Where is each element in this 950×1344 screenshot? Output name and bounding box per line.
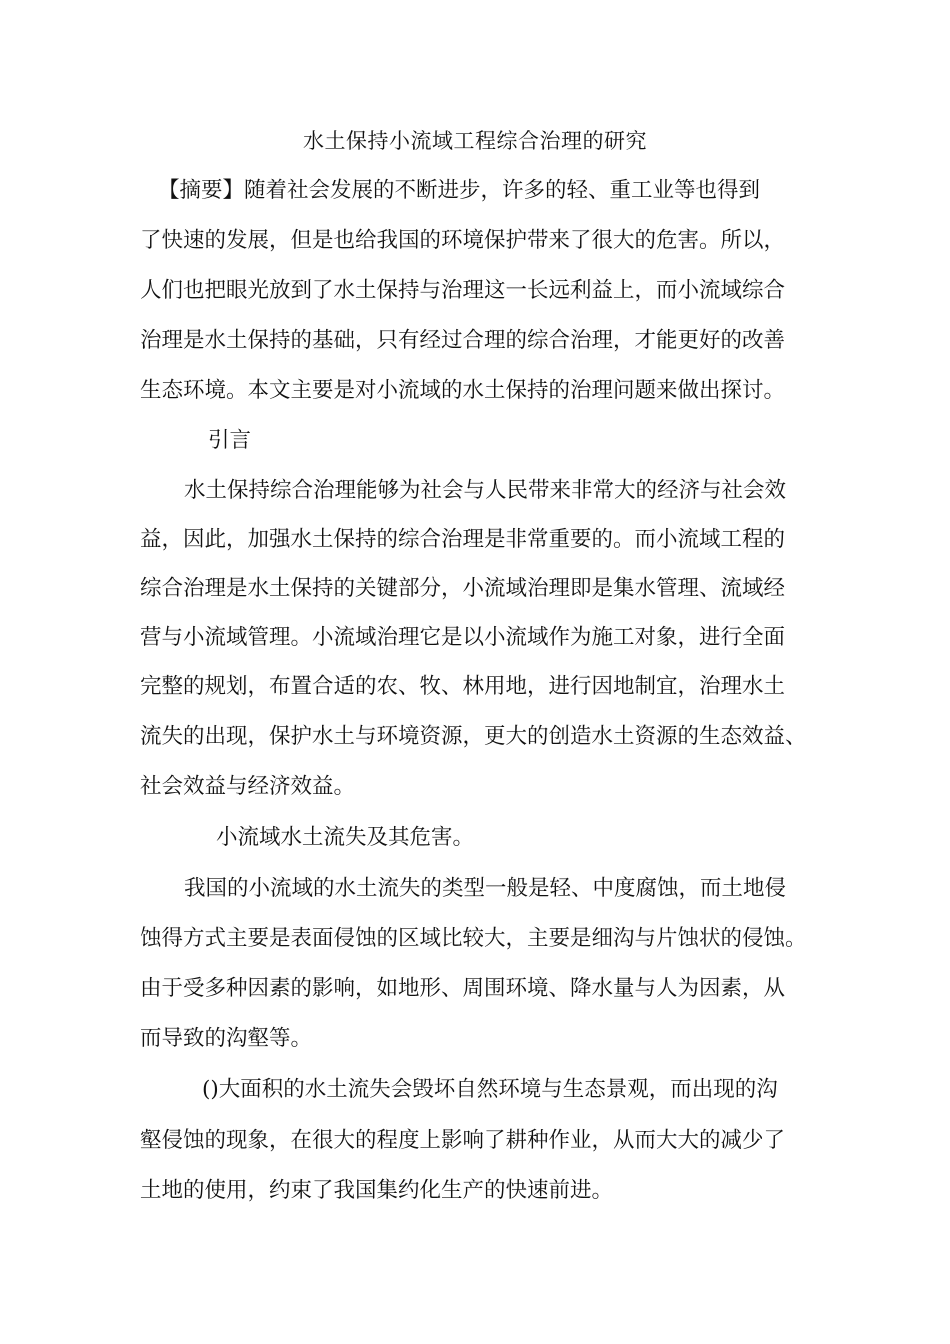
intro-line: 营与小流域管理。小流域治理它是以小流域作为施工对象，进行全面 bbox=[140, 625, 786, 650]
section-heading: 小流域水土流失及其危害。 bbox=[216, 825, 475, 850]
abstract-line: 人们也把眼光放到了水土保持与治理这一长远利益上，而小流域综合 bbox=[140, 278, 786, 303]
abstract-line: 了快速的发展，但是也给我国的环境保护带来了很大的危害。所以， bbox=[140, 228, 786, 253]
intro-heading: 引言 bbox=[208, 428, 252, 453]
item-line: ()大面积的水土流失会毁坏自然环境与生态景观，而出现的沟 bbox=[202, 1077, 778, 1102]
section-line: 我国的小流域的水土流失的类型一般是轻、中度腐蚀，而土地侵 bbox=[184, 876, 787, 901]
intro-line: 综合治理是水土保持的关键部分，小流域治理即是集水管理、流域经 bbox=[140, 576, 786, 601]
intro-line: 完整的规划，布置合适的农、牧、林用地，进行因地制宜，治理水土 bbox=[140, 674, 786, 699]
section-line: 而导致的沟壑等。 bbox=[140, 1026, 313, 1051]
abstract-line: 【摘要】随着社会发展的不断进步，许多的轻、重工业等也得到 bbox=[158, 178, 761, 203]
intro-line: 社会效益与经济效益。 bbox=[140, 774, 356, 799]
intro-line: 水土保持综合治理能够为社会与人民带来非常大的经济与社会效 bbox=[184, 478, 787, 503]
document-title: 水土保持小流域工程综合治理的研究 bbox=[303, 129, 647, 153]
section-line: 由于受多种因素的影响，如地形、周围环境、降水量与人为因素，从 bbox=[140, 976, 786, 1001]
abstract-line: 生态环境。本文主要是对小流域的水土保持的治理问题来做出探讨。 bbox=[140, 378, 786, 403]
item-line: 壑侵蚀的现象，在很大的程度上影响了耕种作业，从而大大的减少了 bbox=[140, 1128, 786, 1153]
intro-line: 流失的出现，保护水土与环境资源，更大的创造水土资源的生态效益、 bbox=[140, 724, 807, 749]
item-line: 土地的使用，约束了我国集约化生产的快速前进。 bbox=[140, 1178, 614, 1203]
section-line: 蚀得方式主要是表面侵蚀的区域比较大，主要是细沟与片蚀状的侵蚀。 bbox=[140, 926, 807, 951]
intro-line: 益，因此，加强水土保持的综合治理是非常重要的。而小流域工程的 bbox=[140, 527, 786, 552]
abstract-line: 治理是水土保持的基础，只有经过合理的综合治理，才能更好的改善 bbox=[140, 328, 786, 353]
